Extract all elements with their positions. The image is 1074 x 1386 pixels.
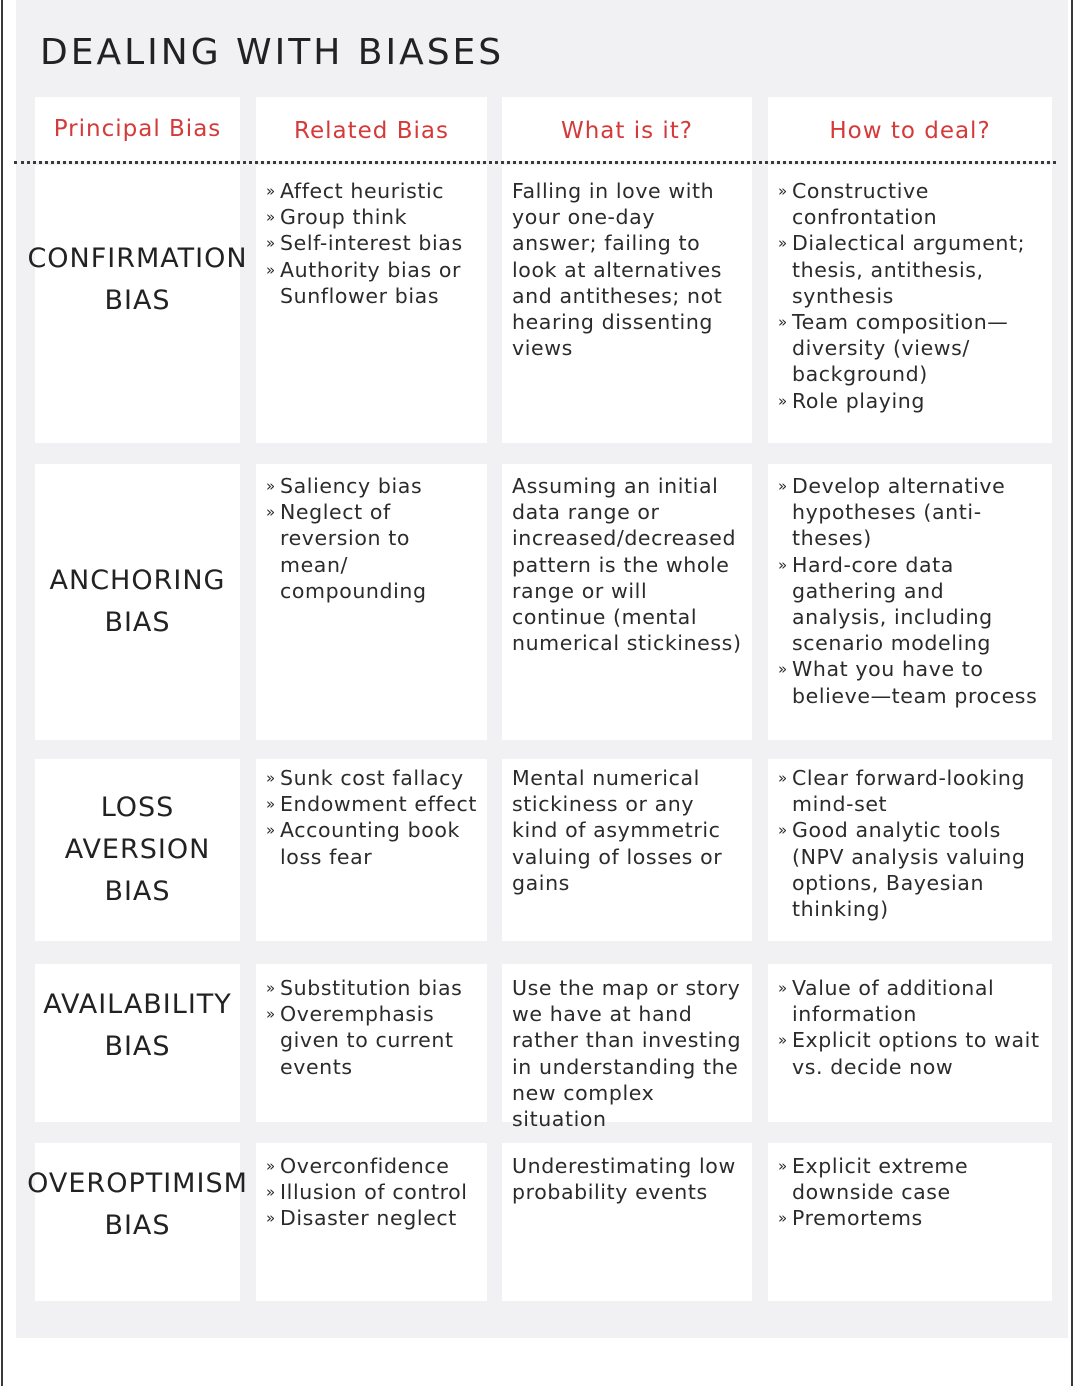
list-item: » Role playing <box>778 388 1046 414</box>
column-header-related: Related Bias <box>294 118 449 144</box>
how-to-deal-list <box>778 1153 1046 1232</box>
how-to-deal-list <box>778 178 1046 414</box>
list-item: » Group think <box>266 204 484 230</box>
what-is-it-text: Use the map or story we have at hand rather than investing in understanding the new complex situation <box>512 976 742 1132</box>
list-item: » Dialectical argument; thesis, antithesis, synthesis <box>778 230 1046 309</box>
list-item: » Neglect of reversion to mean/ compounding <box>266 499 484 604</box>
list-item: » Authority bias or Sunflower bias <box>266 257 484 309</box>
list-item: » Saliency bias <box>266 473 484 499</box>
header-divider <box>14 161 1056 164</box>
list-item: » Constructive confrontation <box>778 178 1046 230</box>
column-header-what: What is it? <box>560 118 694 144</box>
what-is-it-text: Assuming an initial data range or increased/decreased pattern is the whole range or will continue (mental numerical stickiness) <box>512 474 742 656</box>
list-item: » What you have to believe—team process <box>778 656 1046 708</box>
list-item: » Sunk cost fallacy <box>266 765 484 791</box>
what-is-it-text: Underestimating low probability events <box>512 1154 736 1205</box>
page-border-right <box>1071 0 1073 1386</box>
principal-bias: LOSS AVERSION BIAS <box>64 792 211 907</box>
list-item: » Hard-core data gathering and analysis, including scenario modeling <box>778 552 1046 657</box>
list-item: » Endowment effect <box>266 791 484 817</box>
list-item: » Explicit options to wait vs. decide now <box>778 1027 1046 1079</box>
list-item: » Team composition—diversity (views/ background) <box>778 309 1046 388</box>
principal-bias: CONFIRMATION BIAS <box>27 243 248 316</box>
page-border-left <box>1 0 3 1386</box>
how-to-deal-list <box>778 765 1046 922</box>
list-item: » Overemphasis given to current events <box>266 1001 484 1080</box>
related-bias-list <box>266 473 484 604</box>
related-bias-list <box>266 1153 484 1232</box>
how-to-deal-list <box>778 473 1046 709</box>
related-bias-list <box>266 765 484 870</box>
list-item: » Illusion of control <box>266 1179 484 1205</box>
principal-bias: OVEROPTIMISM BIAS <box>27 1168 248 1241</box>
related-bias-list <box>266 178 484 309</box>
list-item: » Overconfidence <box>266 1153 484 1179</box>
list-item: » Self-interest bias <box>266 230 484 256</box>
related-bias-list <box>266 975 484 1080</box>
how-to-deal-list <box>778 975 1046 1080</box>
column-header-deal: How to deal? <box>829 118 991 144</box>
list-item: » Affect heuristic <box>266 178 484 204</box>
list-item: » Substitution bias <box>266 975 484 1001</box>
list-item: » Good analytic tools (NPV analysis valuing options, Bayesian thinking) <box>778 817 1046 922</box>
list-item: » Accounting book loss fear <box>266 817 484 869</box>
page-title: DEALING WITH BIASES <box>40 32 505 73</box>
list-item: » Develop alternative hypotheses (anti-theses) <box>778 473 1046 552</box>
column-header-principal: Principal Bias <box>53 116 222 142</box>
what-is-it-text: Falling in love with your one-day answer; failing to look at alternatives and antitheses; not hearing dissenting views <box>512 179 723 361</box>
list-item: » Premortems <box>778 1205 1046 1231</box>
list-item: » Value of additional information <box>778 975 1046 1027</box>
list-item: » Clear forward-looking mind-set <box>778 765 1046 817</box>
list-item: » Explicit extreme downside case <box>778 1153 1046 1205</box>
principal-bias: ANCHORING BIAS <box>49 565 226 638</box>
list-item: » Disaster neglect <box>266 1205 484 1231</box>
principal-bias: AVAILABILITY BIAS <box>43 989 232 1062</box>
what-is-it-text: Mental numerical stickiness or any kind of asymmetric valuing of losses or gains <box>512 766 723 895</box>
